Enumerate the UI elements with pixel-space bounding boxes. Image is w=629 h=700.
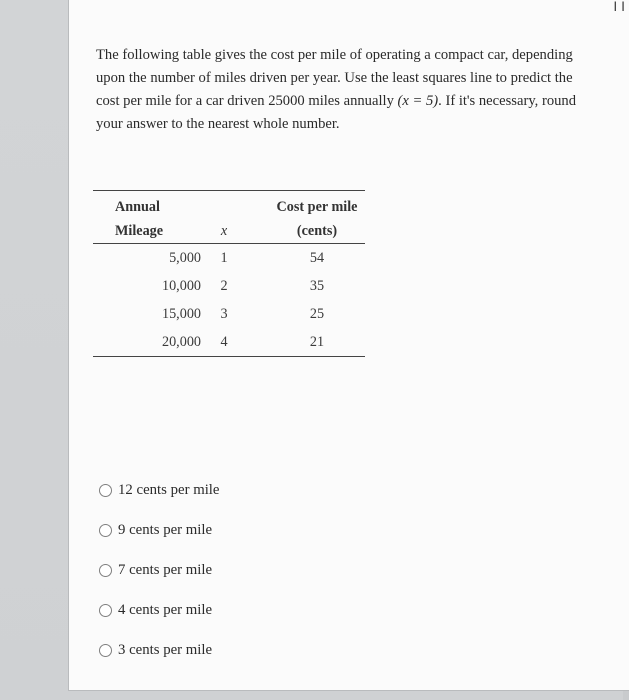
- table-row: [93, 272, 365, 300]
- header-mileage-line2: Mileage: [115, 223, 164, 239]
- corner-mark: I I: [613, 0, 625, 14]
- option-4-cents[interactable]: [99, 590, 220, 630]
- option-12-cents[interactable]: [99, 470, 220, 510]
- header-x: [209, 191, 239, 244]
- option-7-cents[interactable]: [99, 550, 220, 590]
- table-row: [93, 300, 365, 328]
- option-3-cents[interactable]: [99, 630, 220, 670]
- cell-x: 2: [220, 277, 228, 294]
- cell-cost: 35: [309, 277, 325, 294]
- question-text: [96, 44, 624, 136]
- question-line-3: [96, 90, 624, 113]
- header-cost-line2: (cents): [296, 223, 338, 239]
- option-label: 4 cents per mile: [118, 601, 213, 618]
- cell-cost: 54: [309, 249, 325, 266]
- header-x-label: x: [220, 223, 228, 239]
- radio-button[interactable]: [99, 604, 112, 617]
- header-annual-mileage: [93, 191, 209, 244]
- question-card: [68, 0, 629, 691]
- cell-x: 1: [220, 249, 228, 266]
- option-label: 3 cents per mile: [118, 641, 213, 658]
- question-line-3-text: cost per mile for a car driven 25000 miles annually: [96, 93, 398, 109]
- header-mileage-line1: Annual: [115, 199, 160, 215]
- question-line-2: upon the number of miles driven per year. Use the least squares line to predict the: [96, 70, 573, 86]
- cell-mileage: 20,000: [161, 333, 201, 350]
- header-gap: [239, 191, 269, 244]
- cell-cost: 25: [309, 305, 325, 322]
- cell-x: 3: [220, 305, 228, 322]
- table-header-row: [93, 191, 365, 244]
- question-line-1: The following table gives the cost per mile of operating a compact car, depending: [96, 47, 573, 63]
- radio-button[interactable]: [99, 564, 112, 577]
- data-table: [93, 190, 365, 357]
- option-label: 12 cents per mile: [118, 481, 220, 498]
- radio-button[interactable]: [99, 644, 112, 657]
- header-cost-line1: Cost per mile: [276, 199, 358, 215]
- cell-mileage: 15,000: [161, 305, 201, 322]
- header-cost-per-mile: [269, 191, 365, 244]
- answer-options: [99, 470, 220, 670]
- option-label: 9 cents per mile: [118, 521, 213, 538]
- cell-mileage: 10,000: [161, 277, 201, 294]
- table-row: [93, 244, 365, 273]
- question-line-3-tail: . If it's necessary, round: [438, 93, 577, 109]
- cell-mileage: 5,000: [169, 249, 201, 266]
- cell-x: 4: [220, 333, 228, 350]
- option-9-cents[interactable]: [99, 510, 220, 550]
- option-label: 7 cents per mile: [118, 561, 213, 578]
- radio-button[interactable]: [99, 524, 112, 537]
- cell-cost: 21: [309, 333, 325, 350]
- radio-button[interactable]: [99, 484, 112, 497]
- question-line-4: your answer to the nearest whole number.: [96, 116, 340, 132]
- question-condition: (x = 5): [397, 93, 439, 109]
- table-row: [93, 328, 365, 357]
